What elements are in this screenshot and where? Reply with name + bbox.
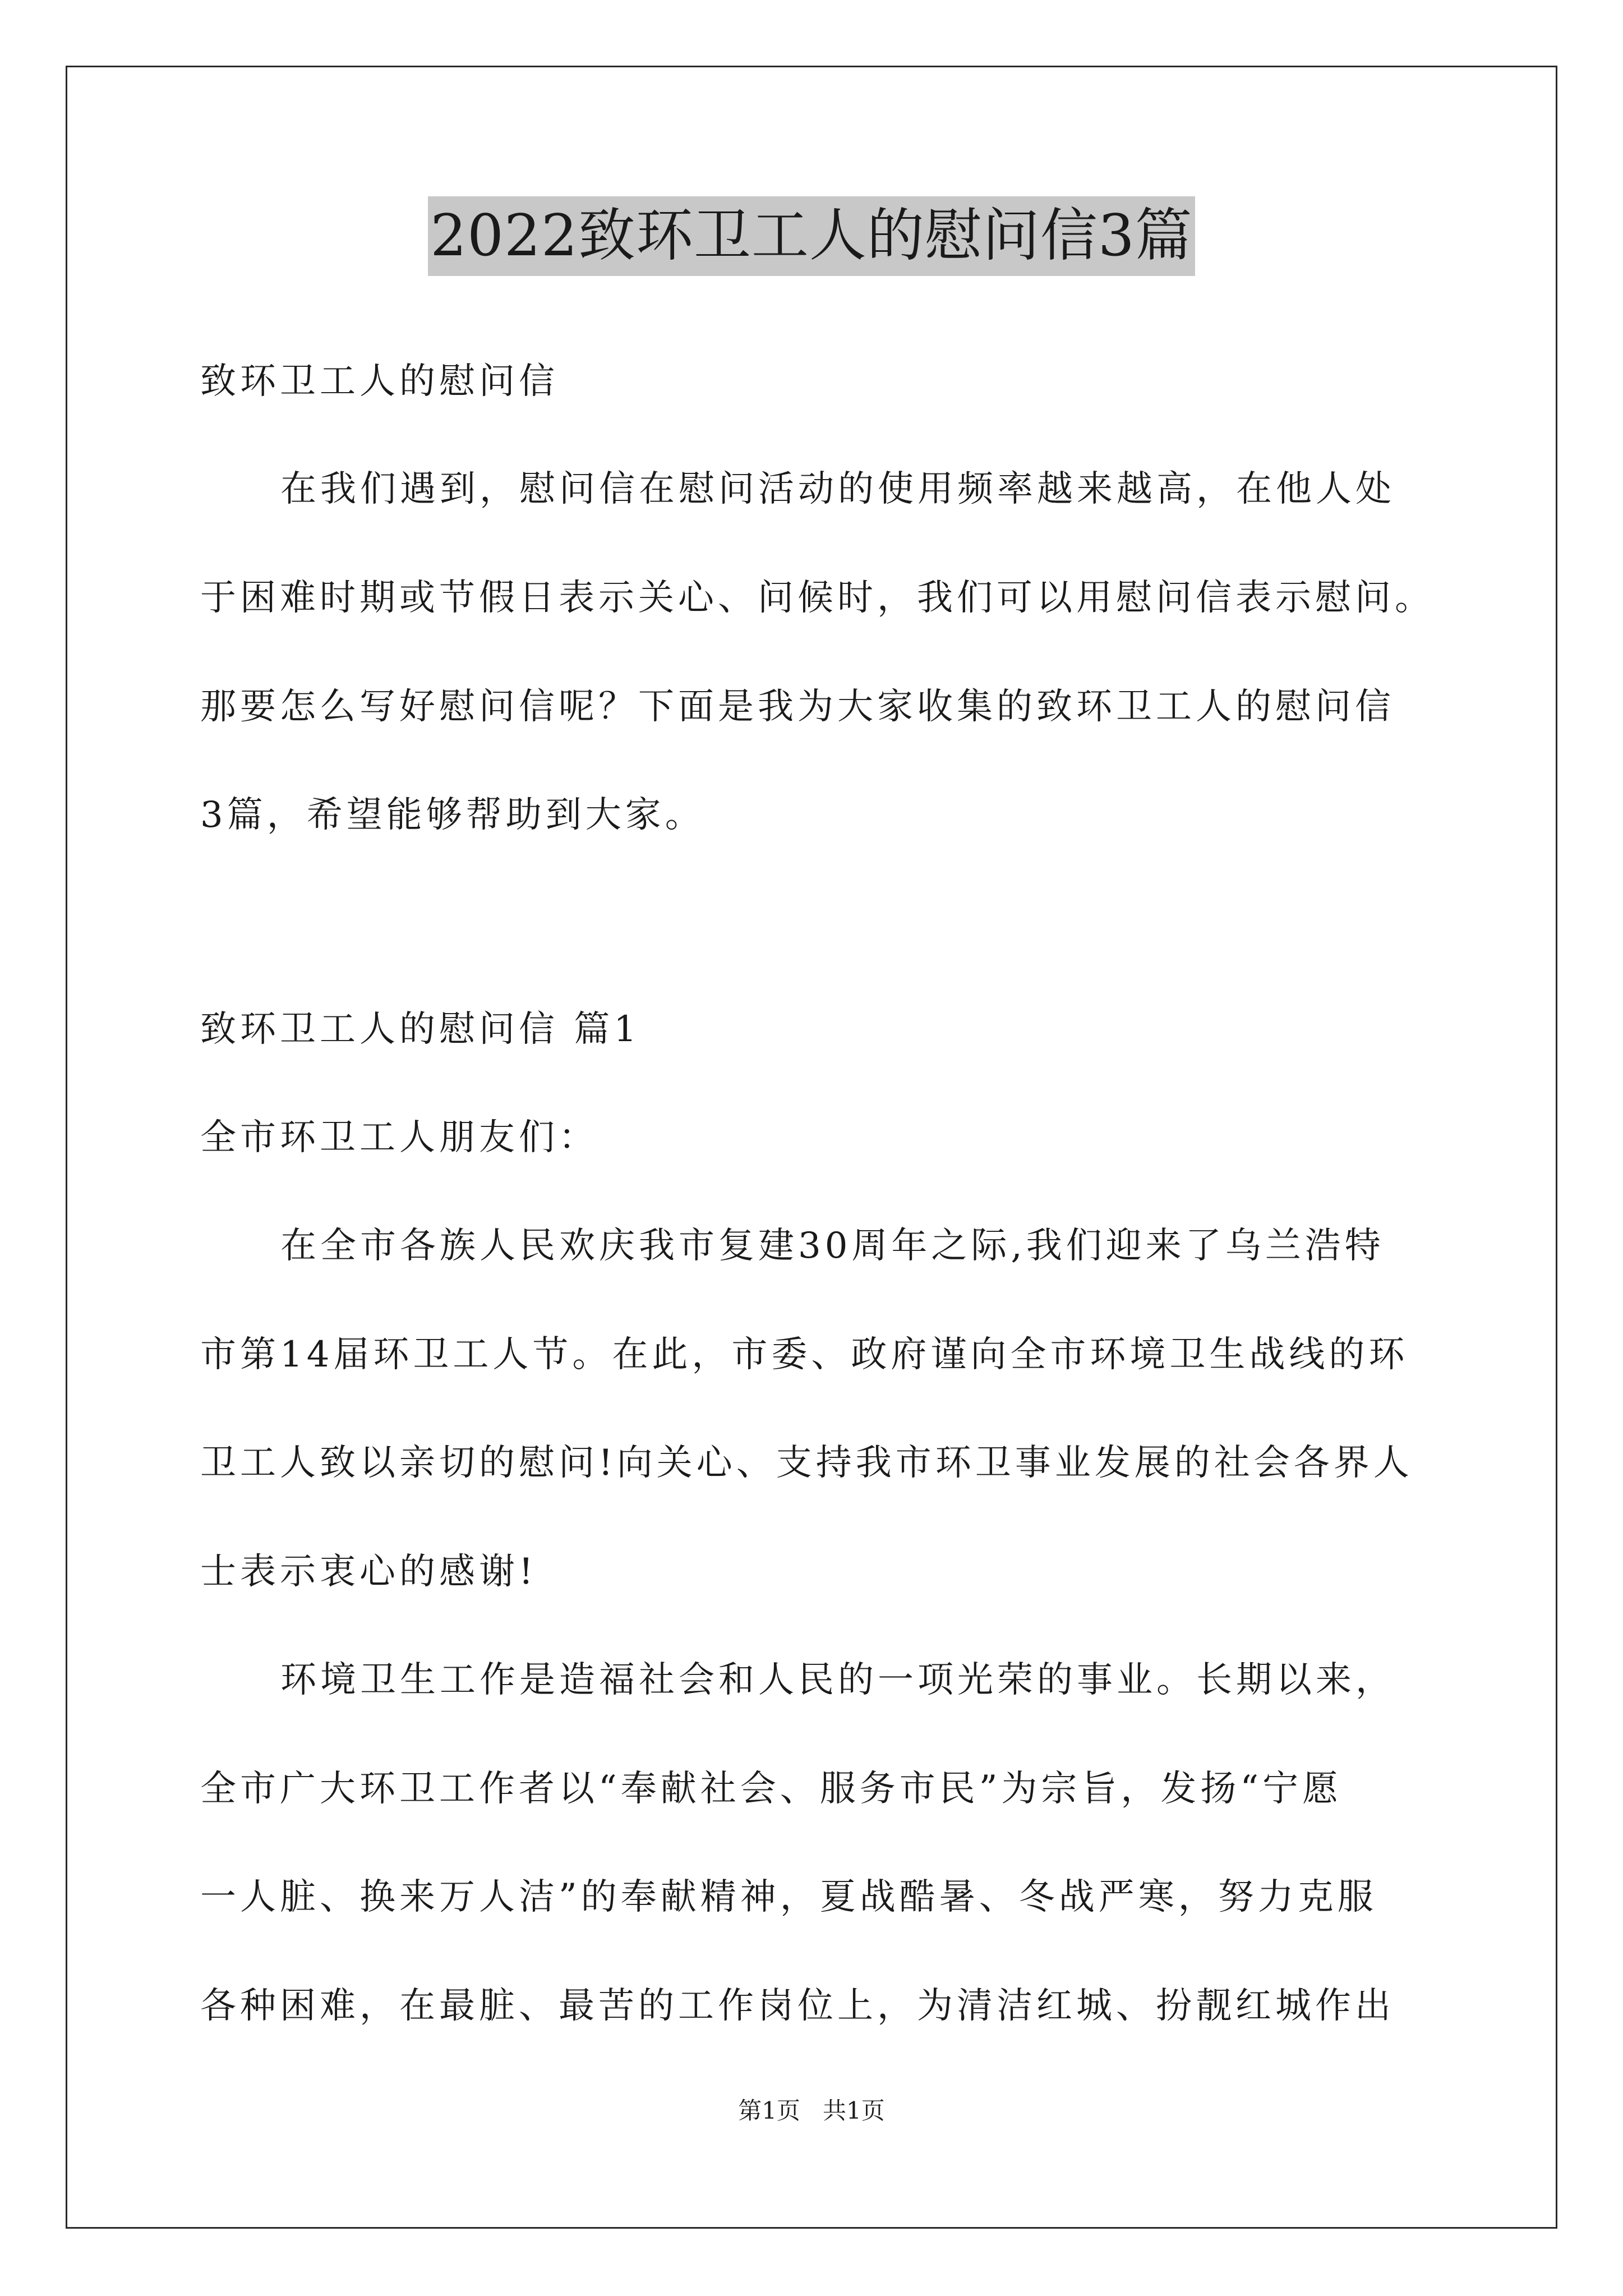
paragraph-line: 那要怎么写好慰问信呢？下面是我为大家收集的致环卫工人的慰问信 [200, 686, 1395, 728]
section-heading: 致环卫工人的慰问信 篇1 [200, 1009, 641, 1050]
paragraph-line: 在我们遇到，慰问信在慰问活动的使用频率越来越高，在他人处 [280, 468, 1395, 510]
title-container [0, 196, 1623, 276]
paragraph-line: 在全市各族人民欢庆我市复建30周年之际,我们迎来了乌兰浩特 [280, 1225, 1385, 1267]
paragraph-line: 环境卫生工作是造福社会和人民的一项光荣的事业。长期以来， [280, 1659, 1395, 1701]
paragraph-line: 3篇，希望能够帮助到大家。 [200, 794, 705, 836]
paragraph-line: 卫工人致以亲切的慰问!向关心、支持我市环卫事业发展的社会各界人 [200, 1442, 1413, 1484]
salutation: 全市环卫工人朋友们： [200, 1117, 598, 1158]
paragraph-line: 市第14届环卫工人节。在此，市委、政府谨向全市环境卫生战线的环 [200, 1334, 1409, 1375]
paragraph-line: 各种困难，在最脏、最苦的工作岗位上，为清洁红城、扮靓红城作出 [200, 1985, 1395, 2027]
paragraph-line: 全市广大环卫工作者以“奉献社会、服务市民”为宗旨，发扬“宁愿 [200, 1768, 1343, 1810]
paragraph-line: 一人脏、换来万人洁”的奉献精神，夏战酷暑、冬战严寒，努力克服 [200, 1876, 1377, 1918]
section-heading: 致环卫工人的慰问信 [200, 361, 559, 402]
document-title: 2022致环卫工人的慰问信3篇 [428, 196, 1195, 276]
paragraph-line: 士表示衷心的感谢! [200, 1551, 537, 1593]
paragraph-line: 于困难时期或节假日表示关心、问候时，我们可以用慰问信表示慰问。 [200, 577, 1435, 619]
page-footer: 第1页 共1页 [738, 2097, 885, 2124]
